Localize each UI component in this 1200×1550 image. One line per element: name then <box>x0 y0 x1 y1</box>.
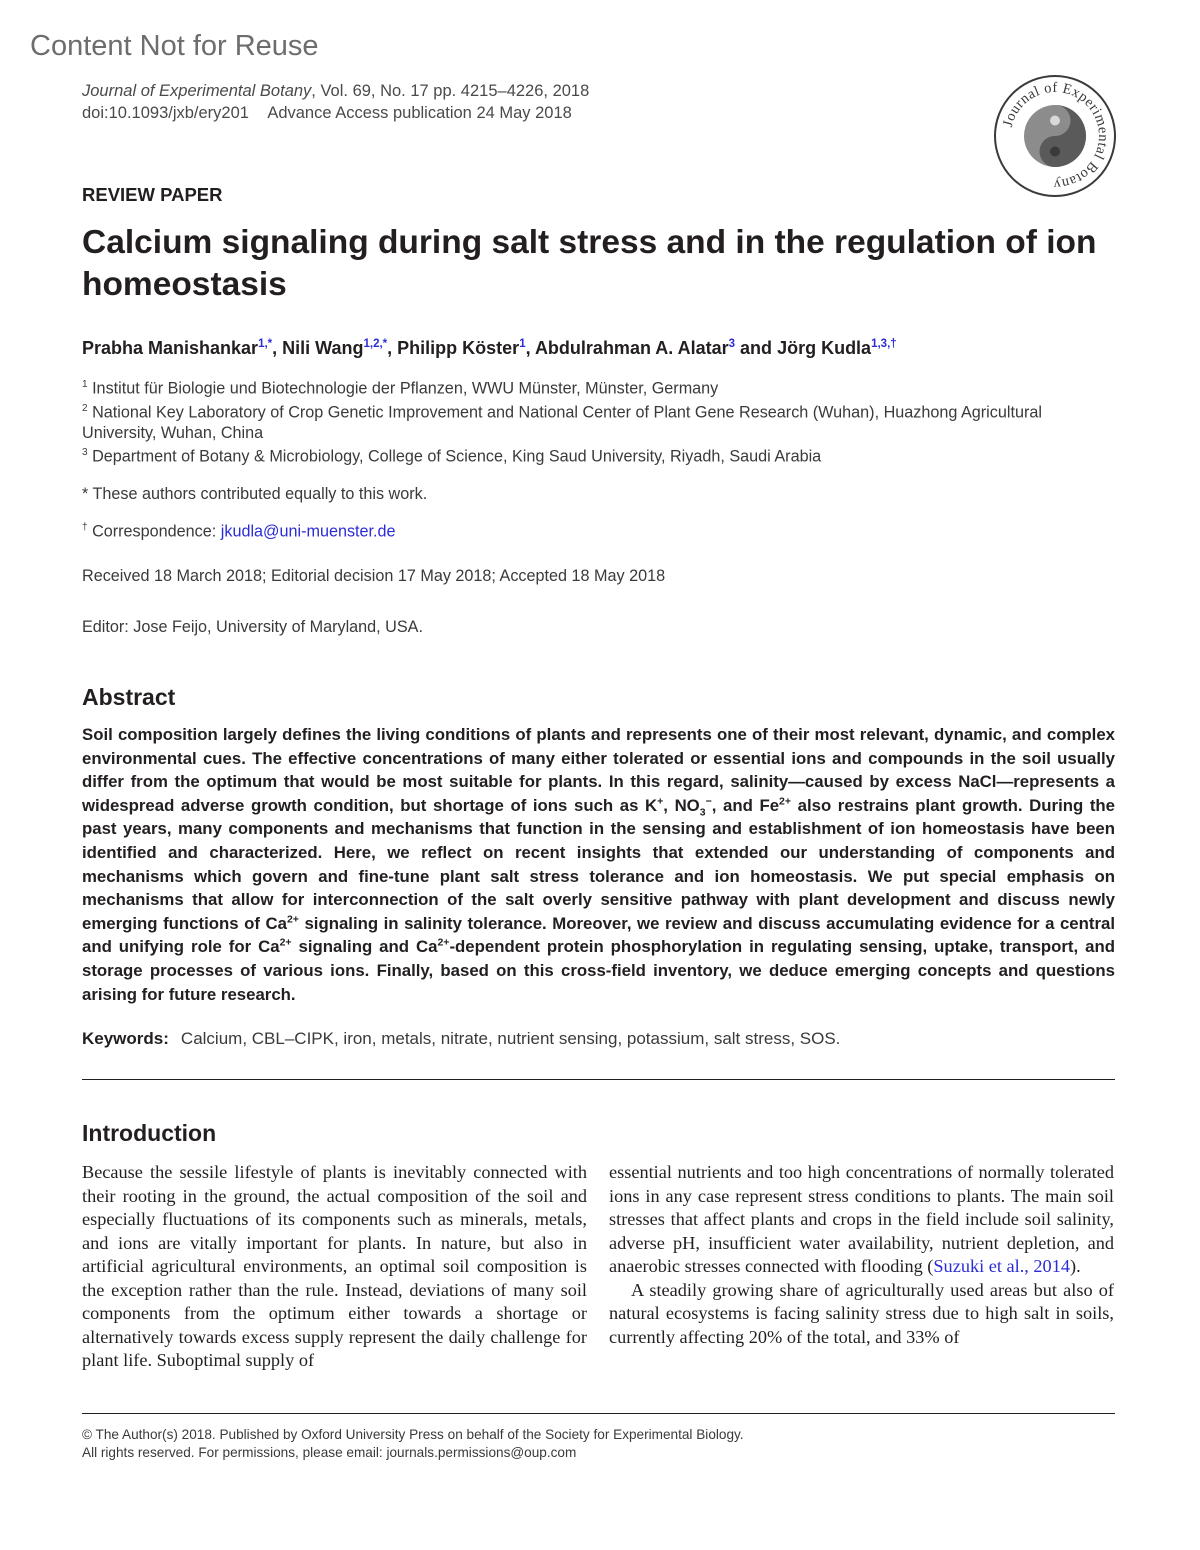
author-affil-marker[interactable]: 1,* <box>258 338 273 350</box>
intro-column-right: essential nutrients and too high concentrations of normally tolerated ions in any case represent stress conditions to plants. The main soil stresses that affect plants and crops in the field include soil salinity, adverse pH, insufficient water availability, nutrient depletion, and anaerobic stresses connected with flooding (Suzuki et al., 2014). A steadily growing share of agriculturally used areas but also of natural ecosystems is facing salinity stress due to high salt in soils, currently affecting 20% of the total, and 33% of <box>609 1162 1114 1347</box>
author[interactable]: Abdulrahman A. Alatar <box>534 338 729 358</box>
author-affil-marker[interactable]: 1 <box>519 338 526 350</box>
page-title: Calcium signaling during salt stress and in the regulation of ion homeostasis <box>82 224 1097 303</box>
logo-text: Journal of Experimental Botany <box>1000 79 1112 193</box>
citation-link[interactable]: Suzuki et al., 2014 <box>933 1256 1070 1276</box>
copyright-line: © The Author(s) 2018. Published by Oxford University Press on behalf of the Society for Experimental Biology. <box>82 1427 744 1442</box>
affiliation: $^3$ Department of Botany & Microbiology, College of Science, King Saud University, Riyadh, Saudi Arabia <box>82 447 822 466</box>
abstract-heading: Abstract <box>82 684 176 710</box>
editor-line: Editor: Jose Feijo, University of Maryland, USA. <box>82 618 423 636</box>
affiliation: $^2$ National Key Laboratory of Crop Genetic Improvement and National Center of Plant Gene Research (Wuhan), Huazhong Agricultural University, Wuhan, China <box>82 403 1042 443</box>
affiliation: $^1$ Institut für Biologie und Biotechnologie der Pflanzen, WWU Münster, Münster, Germany <box>82 379 719 398</box>
watermark: Content Not for Reuse <box>30 30 319 62</box>
author[interactable]: Philipp Köster <box>397 338 520 358</box>
introduction-heading: Introduction <box>82 1120 217 1146</box>
journal-citation <box>82 80 589 102</box>
footer-divider <box>82 1413 1115 1414</box>
author-affil-marker[interactable]: 1,3,† <box>871 338 897 350</box>
article-dates: Received 18 March 2018; Editorial decision 17 May 2018; Accepted 18 May 2018 <box>82 567 666 585</box>
author[interactable]: Jörg Kudla <box>777 338 872 358</box>
advance-access: Advance Access publication 24 May 2018 <box>267 104 572 122</box>
divider <box>82 1079 1115 1080</box>
journal-volume: , Vol. 69, No. 17 pp. 4215–4226, 2018 <box>311 82 590 100</box>
author-affil-marker[interactable]: 1,2,* <box>363 338 388 350</box>
author[interactable]: Prabha Manishankar <box>82 338 259 358</box>
keywords-label: Keywords: <box>82 1029 169 1048</box>
correspondence-email-link[interactable]: jkudla@uni-muenster.de <box>220 522 396 541</box>
author[interactable]: Nili Wang <box>282 338 364 358</box>
correspondence-note: † Correspondence: jkudla@uni-muenster.de <box>82 522 396 541</box>
intro-column-left: Because the sessile lifestyle of plants is inevitably connected with their rooting in the ground, the actual composition of the soil and especially fluctuations of its components such as minerals, metals, and ions are vitally important for plants. In nature, but also in artificial agricultural environments, an optimal soil composition is the exception rather than the rule. Instead, deviations of many soil components from the optimum either towards a shortage or alternatively towards excess supply represent the daily challenge for plant life. Suboptimal supply of <box>82 1162 587 1370</box>
keywords <box>82 1029 840 1049</box>
copyright-footer <box>82 1426 744 1462</box>
journal-logo <box>992 73 1118 199</box>
doi[interactable]: doi:10.1093/jxb/ery201 <box>82 104 249 122</box>
abstract-text: Soil composition largely defines the living conditions of plants and represents one of their most relevant, dynamic, and complex environmental cues. The effective concentrations of many either tolerated or essential ions and compounds in the soil usually differ from the optimum that would be most suitable for plants. In this regard, salinity—caused by excess NaCl—represents a widespread adverse growth condition, but shortage of ions such as K+, $NO_3^-$, and $Fe^{2+}$ also restrains plant growth. During the past years, many components and mechanisms that function in the sensing and establishment of ion homeostasis have been identified and characterized. Here, we reflect on recent insights that extended our understanding of components and mechanisms which govern and fine-tune plant salt stress tolerance and ion homeostasis. We put special emphasis on mechanisms that allow for interconnection of the salt overly sensitive pathway with plant development and discuss newly emerging functions of $Ca^{2+}$ signaling in salinity tolerance. Moreover, we review and discuss accumulating evidence for a central and unifying role for $Ca^{2+}$ signaling and $Ca^{2+}$-dependent protein phosphorylation in regulating sensing, uptake, transport, and storage processes of various ions. Finally, based on this cross-field inventory, we deduce emerging concepts and questions arising for future research. <box>82 725 1116 1004</box>
keywords-list: Calcium, CBL–CIPK, iron, metals, nitrate, nutrient sensing, potassium, salt stress, SOS. <box>180 1029 841 1048</box>
permissions-line: All rights reserved. For permissions, please email: journals.permissions@oup.com <box>82 1445 577 1460</box>
article-type: REVIEW PAPER <box>82 184 223 205</box>
author-list: Prabha Manishankar$^{1,*}$, Nili Wang$^{1,2,*}$, Philipp Köster$^1$, Abdulrahman A. Alatar$^3$ and Jörg Kudla$^{1,3,\dagger}$ <box>82 338 897 358</box>
doi-line <box>82 102 572 124</box>
equal-contribution-note: * These authors contributed equally to this work. <box>82 485 428 503</box>
author-affil-marker[interactable]: 3 <box>728 338 736 350</box>
journal-name: Journal of Experimental Botany <box>82 82 312 100</box>
